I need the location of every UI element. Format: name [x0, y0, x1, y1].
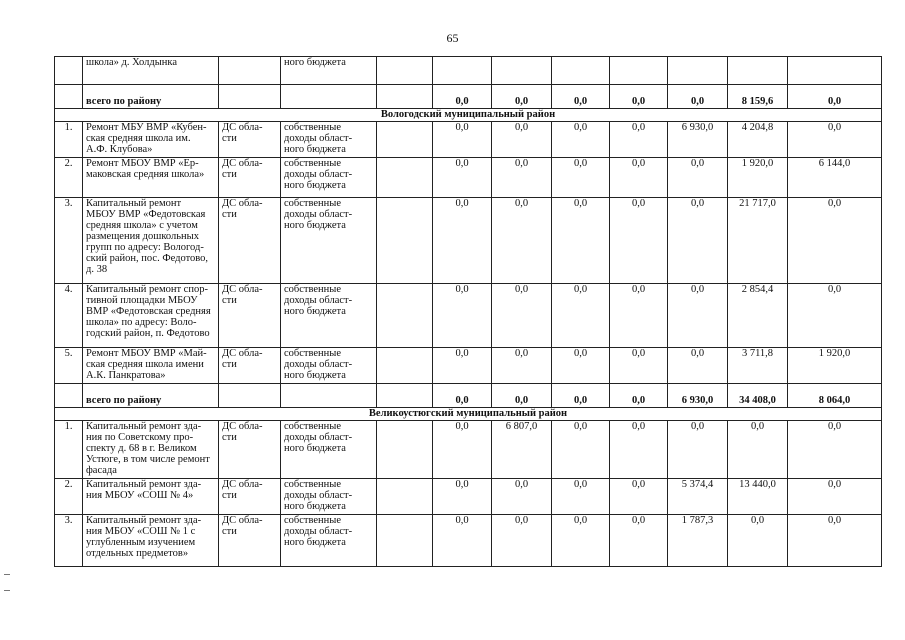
value-cell: 8 159,6: [728, 85, 788, 109]
row-number: [55, 57, 83, 85]
object-name: Ремонт МБОУ ВМР «Май- ская средняя школа имени А.К. Панкратова»: [83, 348, 219, 384]
value-cell: [377, 57, 433, 85]
row-number: 1.: [55, 122, 83, 158]
value-cell: 34 408,0: [728, 384, 788, 408]
row-number: 1.: [55, 421, 83, 479]
funding-source: собственные доходы област- ного бюджета: [281, 198, 377, 284]
value-cell: 0,0: [610, 479, 668, 515]
value-cell: 0,0: [433, 198, 492, 284]
value-cell: 0,0: [492, 348, 552, 384]
value-cell: 0,0: [552, 384, 610, 408]
value-cell: 0,0: [610, 384, 668, 408]
object-name: школа» д. Холдынка: [83, 57, 219, 85]
row-number: 5.: [55, 348, 83, 384]
value-cell: 0,0: [668, 284, 728, 348]
category-cell: ДС обла- сти: [219, 284, 281, 348]
category-cell: ДС обла- сти: [219, 421, 281, 479]
value-cell: 0,0: [492, 122, 552, 158]
value-cell: 0,0: [668, 85, 728, 109]
row-number: 3.: [55, 515, 83, 567]
value-cell: [552, 57, 610, 85]
value-cell: 0,0: [492, 384, 552, 408]
value-cell: 0,0: [492, 284, 552, 348]
row-number: [55, 85, 83, 109]
category-cell: ДС обла- сти: [219, 158, 281, 198]
value-cell: [377, 158, 433, 198]
object-name: Ремонт МБОУ ВМР «Ер- маковская средняя школа»: [83, 158, 219, 198]
category-cell: ДС обла- сти: [219, 198, 281, 284]
funding-source: собственные доходы област- ного бюджета: [281, 479, 377, 515]
value-cell: 3 711,8: [728, 348, 788, 384]
category-cell: ДС обла- сти: [219, 348, 281, 384]
value-cell: 0,0: [610, 284, 668, 348]
category-cell: [219, 85, 281, 109]
object-name: Капитальный ремонт МБОУ ВМР «Федотовская средняя школа» с учетом размещения дошкольных групп по адресу: Вологод- ский район, пос. Федотово, д. 38: [83, 198, 219, 284]
value-cell: 0,0: [492, 85, 552, 109]
value-cell: 0,0: [668, 421, 728, 479]
value-cell: 0,0: [552, 479, 610, 515]
value-cell: 0,0: [433, 384, 492, 408]
value-cell: 0,0: [610, 421, 668, 479]
value-cell: 4 204,8: [728, 122, 788, 158]
value-cell: 0,0: [492, 158, 552, 198]
category-cell: ДС обла- сти: [219, 479, 281, 515]
value-cell: 0,0: [610, 348, 668, 384]
table-row: [55, 421, 882, 479]
value-cell: 0,0: [788, 85, 882, 109]
section-title: Великоустюгский муниципальный район: [55, 408, 882, 421]
value-cell: 0,0: [492, 479, 552, 515]
table-row: [55, 284, 882, 348]
value-cell: [377, 515, 433, 567]
value-cell: 0,0: [728, 421, 788, 479]
funding-source: ного бюджета: [281, 57, 377, 85]
value-cell: 1 920,0: [728, 158, 788, 198]
value-cell: [377, 384, 433, 408]
value-cell: [377, 421, 433, 479]
value-cell: 0,0: [788, 122, 882, 158]
value-cell: [377, 85, 433, 109]
row-number: 2.: [55, 479, 83, 515]
value-cell: [377, 122, 433, 158]
value-cell: 0,0: [552, 198, 610, 284]
value-cell: 6 930,0: [668, 122, 728, 158]
value-cell: 0,0: [433, 479, 492, 515]
row-number: 3.: [55, 198, 83, 284]
value-cell: 0,0: [552, 85, 610, 109]
table-row: [55, 515, 882, 567]
table-row: [55, 122, 882, 158]
table-row: [55, 348, 882, 384]
value-cell: [788, 57, 882, 85]
value-cell: [728, 57, 788, 85]
value-cell: 0,0: [433, 421, 492, 479]
value-cell: 0,0: [552, 421, 610, 479]
funding-source: собственные доходы област- ного бюджета: [281, 515, 377, 567]
object-name: Капитальный ремонт зда- ния по Советскому про- спекту д. 68 в г. Великом Устюге, в том числе ремонт фасада: [83, 421, 219, 479]
value-cell: 21 717,0: [728, 198, 788, 284]
value-cell: 0,0: [610, 158, 668, 198]
total-row: [55, 85, 882, 109]
row-number: 4.: [55, 284, 83, 348]
value-cell: 0,0: [788, 515, 882, 567]
value-cell: [377, 479, 433, 515]
value-cell: 0,0: [552, 348, 610, 384]
value-cell: 0,0: [552, 515, 610, 567]
value-cell: 0,0: [668, 198, 728, 284]
value-cell: 0,0: [492, 198, 552, 284]
value-cell: 0,0: [668, 348, 728, 384]
funding-source: [281, 85, 377, 109]
value-cell: 0,0: [610, 198, 668, 284]
category-cell: [219, 384, 281, 408]
page-number: 65: [446, 31, 459, 45]
table-row: [55, 198, 882, 284]
total-label: всего по району: [83, 384, 219, 408]
value-cell: 0,0: [610, 122, 668, 158]
row-number: 2.: [55, 158, 83, 198]
value-cell: 13 440,0: [728, 479, 788, 515]
value-cell: 6 144,0: [788, 158, 882, 198]
value-cell: 0,0: [433, 158, 492, 198]
row-number: [55, 384, 83, 408]
value-cell: 0,0: [433, 284, 492, 348]
section-title: Вологодский муниципальный район: [55, 109, 882, 122]
object-name: Капитальный ремонт зда- ния МБОУ «СОШ № 1 с углубленным изучением отдельных предметов»: [83, 515, 219, 567]
value-cell: 6 807,0: [492, 421, 552, 479]
value-cell: [668, 57, 728, 85]
value-cell: 0,0: [492, 515, 552, 567]
value-cell: 0,0: [788, 198, 882, 284]
value-cell: 2 854,4: [728, 284, 788, 348]
value-cell: 0,0: [610, 515, 668, 567]
value-cell: 0,0: [668, 158, 728, 198]
value-cell: [377, 198, 433, 284]
category-cell: [219, 57, 281, 85]
funding-source: [281, 384, 377, 408]
table-row: [55, 57, 882, 85]
value-cell: 1 787,3: [668, 515, 728, 567]
funding-source: собственные доходы област- ного бюджета: [281, 421, 377, 479]
object-name: Капитальный ремонт спор- тивной площадки МБОУ ВМР «Федотовская средняя школа» по адресу: Воло- годский район, п. Федотово: [83, 284, 219, 348]
value-cell: 6 930,0: [668, 384, 728, 408]
value-cell: [433, 57, 492, 85]
margin-mark: [4, 574, 10, 575]
total-row: [55, 384, 882, 408]
category-cell: ДС обла- сти: [219, 515, 281, 567]
value-cell: 0,0: [552, 158, 610, 198]
value-cell: 0,0: [610, 85, 668, 109]
value-cell: 1 920,0: [788, 348, 882, 384]
value-cell: [377, 348, 433, 384]
funding-source: собственные доходы област- ного бюджета: [281, 158, 377, 198]
value-cell: 0,0: [552, 122, 610, 158]
value-cell: 5 374,4: [668, 479, 728, 515]
funding-source: собственные доходы област- ного бюджета: [281, 284, 377, 348]
object-name: Капитальный ремонт зда- ния МБОУ «СОШ № 4»: [83, 479, 219, 515]
table-row: [55, 158, 882, 198]
section-header: [55, 109, 882, 122]
value-cell: [492, 57, 552, 85]
value-cell: 0,0: [433, 85, 492, 109]
value-cell: 0,0: [788, 421, 882, 479]
value-cell: 0,0: [552, 284, 610, 348]
value-cell: 0,0: [788, 479, 882, 515]
value-cell: [377, 284, 433, 348]
section-header: [55, 408, 882, 421]
value-cell: 8 064,0: [788, 384, 882, 408]
value-cell: [610, 57, 668, 85]
value-cell: 0,0: [788, 284, 882, 348]
funding-source: собственные доходы област- ного бюджета: [281, 122, 377, 158]
value-cell: 0,0: [433, 515, 492, 567]
value-cell: 0,0: [433, 348, 492, 384]
margin-mark: [4, 590, 10, 591]
budget-table: [54, 56, 882, 567]
value-cell: 0,0: [728, 515, 788, 567]
object-name: Ремонт МБУ ВМР «Кубен- ская средняя школа им. А.Ф. Клубова»: [83, 122, 219, 158]
value-cell: 0,0: [433, 122, 492, 158]
table-row: [55, 479, 882, 515]
funding-source: собственные доходы област- ного бюджета: [281, 348, 377, 384]
category-cell: ДС обла- сти: [219, 122, 281, 158]
total-label: всего по району: [83, 85, 219, 109]
